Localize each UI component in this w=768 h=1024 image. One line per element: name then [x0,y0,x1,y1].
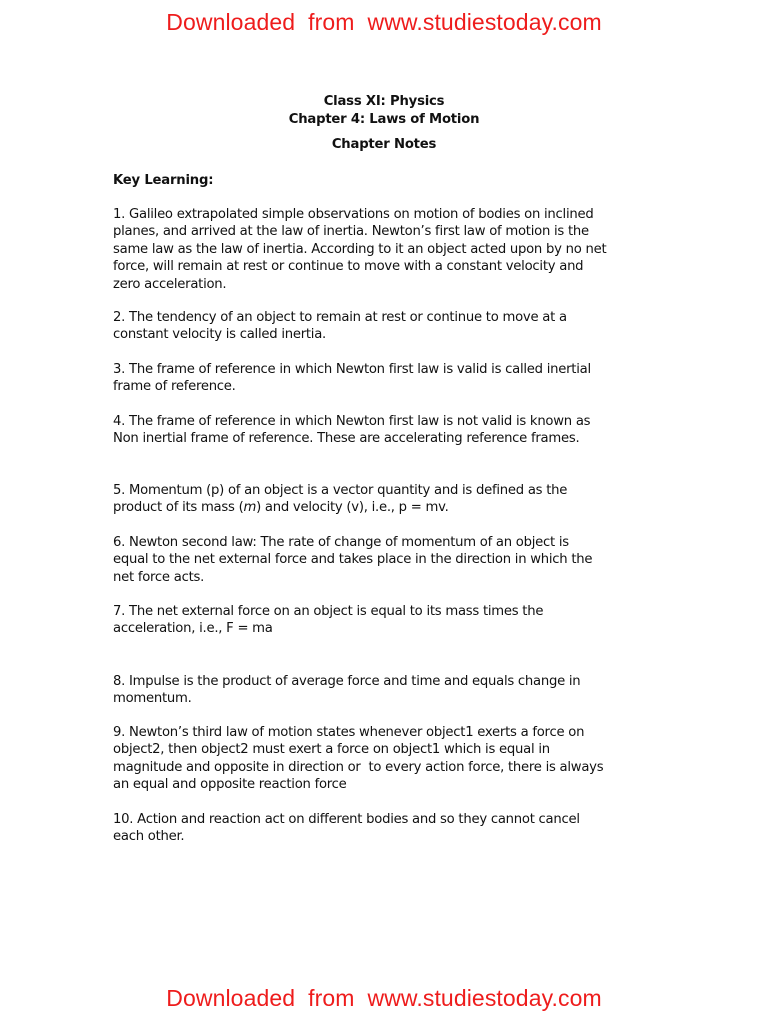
notes-title: Chapter Notes [331,137,437,152]
paragraph-line: force, will remain at rest or continue to move with a constant velocity and [113,259,584,275]
paragraph-line: Non inertial frame of reference. These are accelerating reference frames. [113,431,580,447]
chapter-title: Chapter 4: Laws of Motion [288,112,480,127]
key-learning-heading: Key Learning: [113,173,214,188]
paragraph-line: 4. The frame of reference in which Newton first law is not valid is known as [113,414,591,429]
paragraph-line-with-italic: product of its mass (m) and velocity (v), i.e., p = mv. [113,500,449,516]
paragraph-line: 3. The frame of reference in which Newton first law is valid is called inertial [113,362,591,377]
paragraph-line: 6. Newton second law: The rate of change of momentum of an object is [113,535,569,550]
class-title: Class XI: Physics [323,94,445,109]
paragraph-line: net force acts. [113,569,205,585]
paragraph-5 [113,482,658,517]
paragraph-line: zero acceleration. [113,276,227,292]
paragraph-line: equal to the net external force and takes place in the direction in which the [113,552,593,568]
download-banner-bottom[interactable]: Downloaded from www.studiestoday.com [166,985,602,1011]
paragraph-line: object2, then object2 must exert a force on object1 which is equal in [113,742,550,758]
paragraph-line: momentum. [113,691,192,707]
paragraph-line: acceleration, i.e., F = ma [113,621,273,637]
paragraph-6 [113,534,658,586]
paragraph-line: magnitude and opposite in direction or to every action force, there is always [113,759,604,775]
paragraph-line: planes, and arrived at the law of inertia. Newton’s first law of motion is the [113,224,589,240]
paragraph-line: same law as the law of inertia. According to it an object acted upon by no net [113,241,607,257]
paragraph-line: 1. Galileo extrapolated simple observations on motion of bodies on inclined [113,207,594,222]
paragraph-line: constant velocity is called inertia. [113,327,326,343]
download-banner-top[interactable]: Downloaded from www.studiestoday.com [166,9,602,35]
paragraph-line: each other. [113,829,185,845]
paragraph-line: 5. Momentum (p) of an object is a vector quantity and is defined as the [113,483,568,498]
mass-symbol: m [243,500,257,516]
paragraph-8 [113,673,658,708]
paragraph-line: 10. Action and reaction act on different bodies and so they cannot cancel [113,812,580,827]
paragraph-2 [113,309,658,344]
paragraph-9 [113,724,658,794]
paragraph-line: 2. The tendency of an object to remain at rest or continue to move at a [113,310,567,325]
paragraph-line: 7. The net external force on an object is equal to its mass times the [113,604,544,619]
paragraph-line: 9. Newton’s third law of motion states whenever object1 exerts a force on [113,725,585,740]
paragraph-3 [113,361,658,396]
paragraph-10 [113,811,658,846]
paragraph-1 [113,206,658,293]
paragraph-line: frame of reference. [113,379,236,395]
paragraph-line: 8. Impulse is the product of average force and time and equals change in [113,674,581,689]
paragraph-4 [113,413,658,448]
paragraph-7 [113,603,658,638]
paragraph-line: an equal and opposite reaction force [113,777,347,793]
